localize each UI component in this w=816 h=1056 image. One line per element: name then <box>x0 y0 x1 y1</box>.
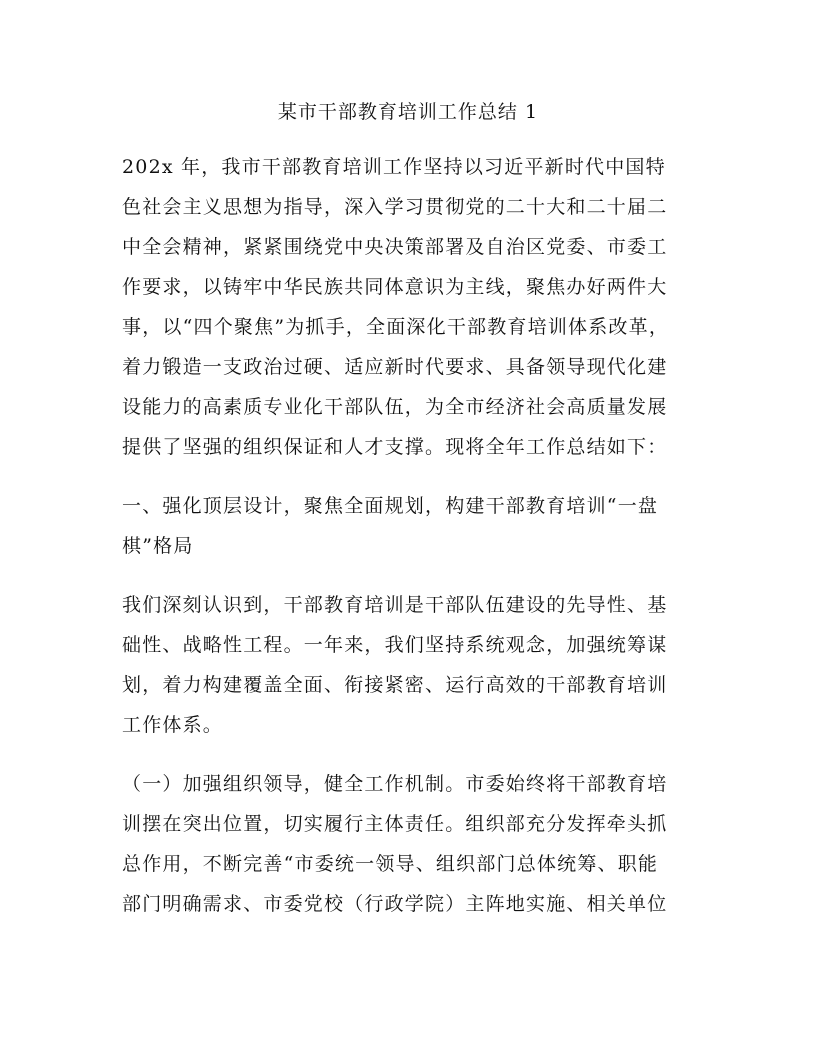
intro-line-1: 202x 年，我市干部教育培训工作坚持以习近平新时代中国特 <box>122 156 666 178</box>
intro-line-6: 着力锻造一支政治过硬、适应新时代要求、具备领导现代化建 <box>122 356 668 378</box>
document-title: 某市干部教育培训工作总结 1 <box>277 101 539 123</box>
intro-line-7: 设能力的高素质专业化干部队伍，为全市经济社会高质量发展 <box>122 396 668 418</box>
section-body-line-3: 划，着力构建覆盖全面、衔接紧密、运行高效的干部教育培训 <box>122 674 668 696</box>
section-heading-line-1: 一、强化顶层设计，聚焦全面规划，构建干部教育培训“一盘 <box>122 495 659 517</box>
intro-line-4: 作要求，以铸牢中华民族共同体意识为主线，聚焦办好两件大 <box>122 276 668 298</box>
section-body-line-4: 工作体系。 <box>122 714 224 736</box>
intro-line-5: 事，以“四个聚焦”为抓手，全面深化干部教育培训体系改革， <box>122 316 670 338</box>
section-body-line-1: 我们深刻认识到，干部教育培训是干部队伍建设的先导性、基 <box>122 594 668 616</box>
subsection-line-2: 训摆在突出位置，切实履行主体责任。组织部充分发挥牵头抓 <box>122 813 668 835</box>
subsection-line-1: （一）加强组织领导，健全工作机制。市委始终将干部教育培 <box>122 773 668 795</box>
intro-line-3: 中全会精神，紧紧围绕党中央决策部署及自治区党委、市委工 <box>122 236 668 258</box>
section-heading-line-2: 棋”格局 <box>122 535 194 557</box>
subsection-line-3: 总作用，不断完善“市委统一领导、组织部门总体统筹、职能 <box>122 853 659 875</box>
subsection-line-4: 部门明确需求、市委党校（行政学院）主阵地实施、相关单位 <box>122 893 668 915</box>
intro-line-8: 提供了坚强的组织保证和人才支撑。现将全年工作总结如下： <box>122 436 668 458</box>
intro-line-2: 色社会主义思想为指导，深入学习贯彻党的二十大和二十届二 <box>122 196 668 218</box>
section-body-line-2: 础性、战略性工程。一年来，我们坚持系统观念，加强统筹谋 <box>122 634 668 656</box>
